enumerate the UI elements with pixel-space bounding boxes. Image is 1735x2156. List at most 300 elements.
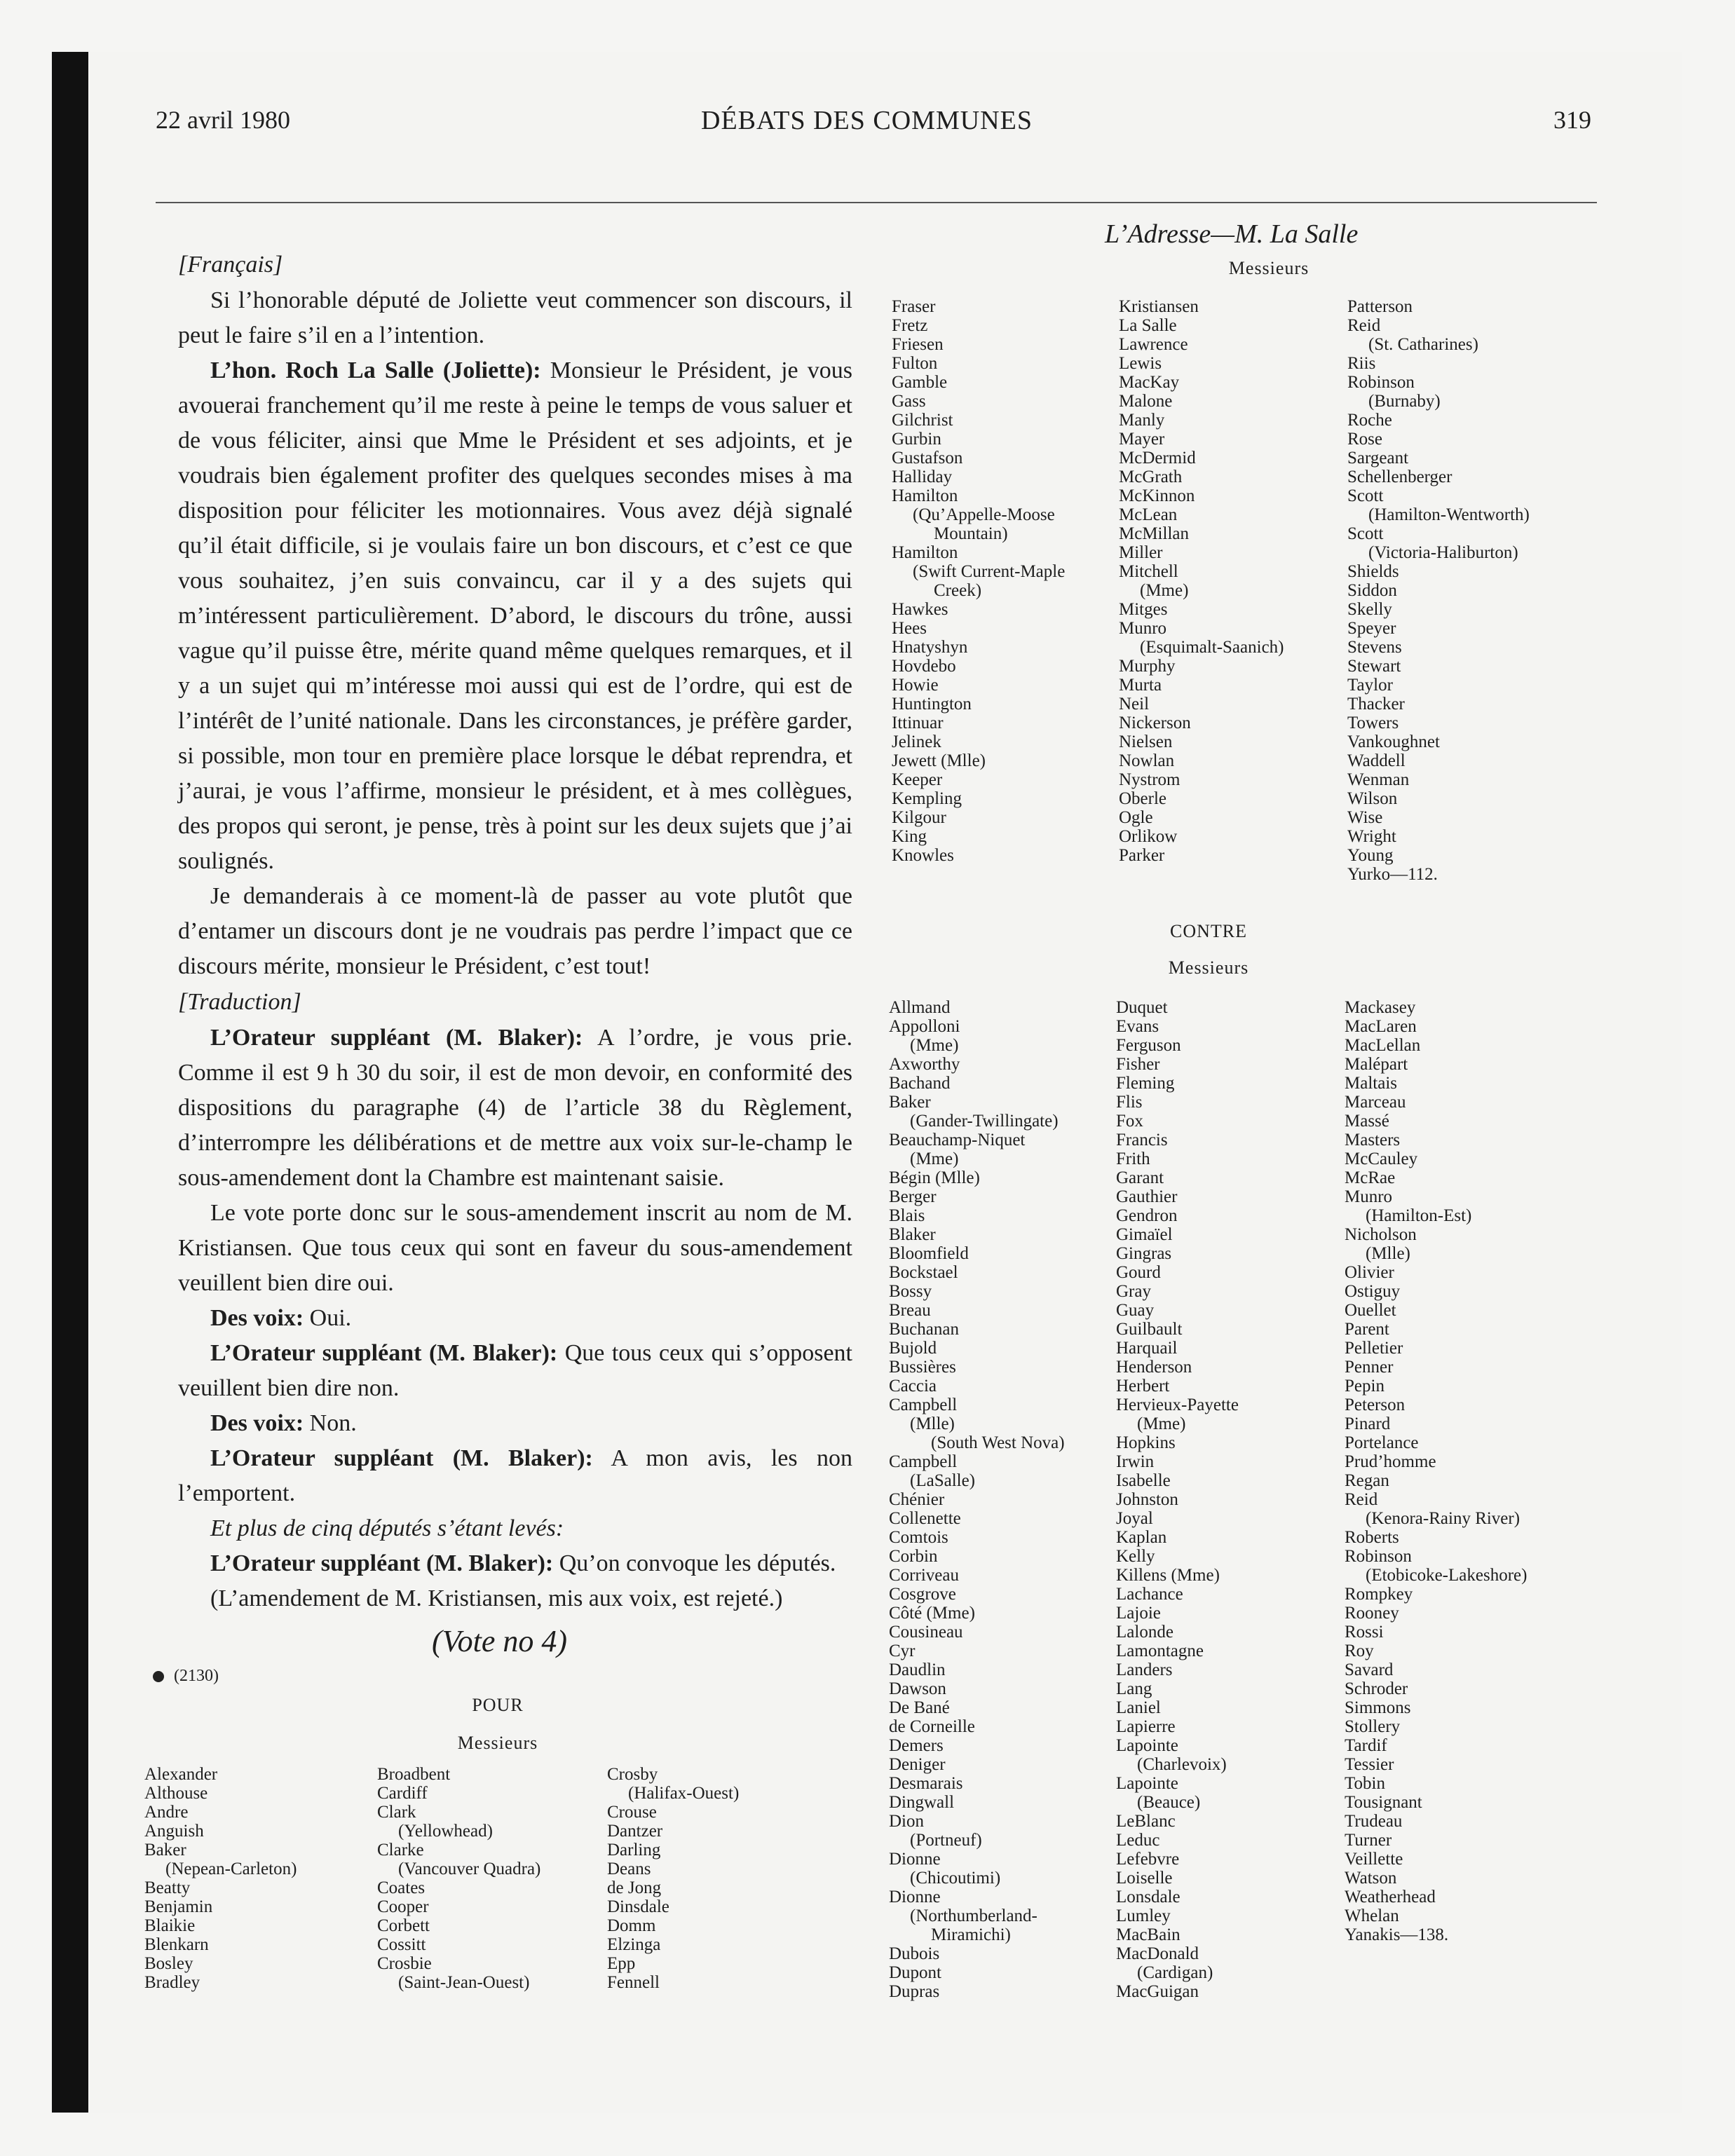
member-name: Kaplan bbox=[1116, 1528, 1167, 1547]
member-name: Dawson bbox=[889, 1679, 946, 1698]
contre-messieurs-label: Messieurs bbox=[1168, 957, 1249, 978]
pour-messieurs-label: Messieurs bbox=[457, 1733, 538, 1753]
member-name: Clark bbox=[377, 1803, 416, 1822]
member-name: Nystrom bbox=[1119, 770, 1181, 789]
member-name: Manly bbox=[1119, 411, 1165, 430]
member-name: Hnatyshyn bbox=[892, 638, 968, 657]
member-name: Rooney bbox=[1345, 1604, 1399, 1623]
member-name: Dantzer bbox=[607, 1822, 663, 1841]
member-name: Watson bbox=[1345, 1869, 1397, 1888]
paragraph-5: Le vote porte donc sur le sous-amendement inscrit au nom de M. Kristiansen. Que tous ceux qui sont en faveur du sous-amendement veuillent bien dire oui. bbox=[178, 1200, 852, 1296]
member-name: La Salle bbox=[1119, 316, 1177, 335]
member-name: Deans bbox=[607, 1860, 651, 1878]
member-name: Tobin bbox=[1345, 1774, 1385, 1793]
member-name: Neil bbox=[1119, 695, 1150, 714]
member-name: (Beauce) bbox=[1137, 1793, 1201, 1812]
member-name: Wilson bbox=[1347, 789, 1398, 808]
member-name: De Bané bbox=[889, 1698, 950, 1717]
member-name: Bachand bbox=[889, 1074, 951, 1093]
paragraph-7 bbox=[178, 1336, 852, 1406]
member-name: Axworthy bbox=[889, 1055, 960, 1074]
member-name: Nicholson bbox=[1345, 1225, 1417, 1244]
speaker-name: L’Orateur suppléant (M. Blaker): bbox=[210, 1025, 583, 1051]
member-name: Trudeau bbox=[1345, 1812, 1403, 1831]
member-name: Blaikie bbox=[144, 1916, 196, 1935]
member-name: Collenette bbox=[889, 1509, 961, 1528]
member-name: Gamble bbox=[892, 373, 948, 392]
header-date: 22 avril 1980 bbox=[156, 106, 290, 134]
member-name: Alexander bbox=[144, 1765, 218, 1784]
paragraph-4 bbox=[178, 1021, 852, 1196]
member-name: MacKay bbox=[1119, 373, 1180, 392]
speech-text: A mon avis, les non l’emportent. bbox=[178, 1445, 852, 1506]
pour-list-col-5 bbox=[1119, 297, 1284, 865]
member-name: (Mme) bbox=[910, 1036, 959, 1055]
contre-list-col-3 bbox=[1345, 998, 1527, 1944]
member-name: Cardiff bbox=[377, 1784, 428, 1803]
header-rule bbox=[156, 202, 1597, 203]
paragraph-9 bbox=[178, 1441, 852, 1511]
member-name: Stewart bbox=[1347, 657, 1401, 676]
paragraph-3: Je demanderais à ce moment-là de passer au vote plutôt que d’entamer un discours dont je ne voudrais pas perdre l’impact que ce discours mérite, monsieur le Président, c’est tout! bbox=[178, 883, 852, 979]
member-name: Murphy bbox=[1119, 657, 1176, 676]
member-name: Shields bbox=[1347, 562, 1399, 581]
member-name: Mayer bbox=[1119, 430, 1165, 449]
member-name: Schroder bbox=[1345, 1679, 1408, 1698]
paragraph-6 bbox=[178, 1301, 852, 1336]
member-name: Stevens bbox=[1347, 638, 1402, 657]
member-name: Hamilton bbox=[892, 486, 958, 505]
member-name: Nickerson bbox=[1119, 714, 1191, 732]
contre-list-col-1 bbox=[889, 998, 1065, 2001]
member-name: Buchanan bbox=[889, 1320, 959, 1339]
member-name: Marceau bbox=[1345, 1093, 1406, 1112]
member-name: Garant bbox=[1116, 1168, 1164, 1187]
member-name: (Mme) bbox=[910, 1149, 959, 1168]
member-name: Crouse bbox=[607, 1803, 657, 1822]
member-name: Johnston bbox=[1116, 1490, 1178, 1509]
member-name: Crosbie bbox=[377, 1954, 432, 1973]
member-name: Lang bbox=[1116, 1679, 1152, 1698]
member-name: Maltais bbox=[1345, 1074, 1397, 1093]
member-name: Dupont bbox=[889, 1963, 941, 1982]
member-name: Reid bbox=[1345, 1490, 1378, 1509]
member-name: Scott bbox=[1347, 524, 1384, 543]
member-name: Hawkes bbox=[892, 600, 948, 619]
member-name: Fisher bbox=[1116, 1055, 1160, 1074]
member-name: Crosby bbox=[607, 1765, 658, 1784]
member-name: Caccia bbox=[889, 1377, 937, 1396]
member-name: Simmons bbox=[1345, 1698, 1411, 1717]
member-name: Peterson bbox=[1345, 1396, 1406, 1414]
paragraph-2 bbox=[178, 353, 852, 879]
member-name: (Mme) bbox=[1140, 581, 1189, 600]
member-name: Blenkarn bbox=[144, 1935, 209, 1954]
speech-text: Oui. bbox=[304, 1305, 352, 1331]
member-name: Harquail bbox=[1116, 1339, 1178, 1358]
header-title: DÉBATS DES COMMUNES bbox=[701, 106, 1033, 135]
member-name: Kempling bbox=[892, 789, 962, 808]
member-name: Jelinek bbox=[892, 732, 941, 751]
member-name: Coates bbox=[377, 1878, 426, 1897]
member-name: Cossitt bbox=[377, 1935, 426, 1954]
member-name: Gendron bbox=[1116, 1206, 1178, 1225]
member-name: Anguish bbox=[144, 1822, 204, 1841]
member-name: Turner bbox=[1345, 1831, 1392, 1850]
member-name: Stollery bbox=[1345, 1717, 1401, 1736]
member-name: Corbett bbox=[377, 1916, 430, 1935]
member-name: Killens (Mme) bbox=[1116, 1566, 1220, 1585]
member-name: Friesen bbox=[892, 335, 944, 354]
member-name: Roberts bbox=[1345, 1528, 1399, 1547]
member-name: (Cardigan) bbox=[1137, 1963, 1213, 1982]
language-label-traduction: [Traduction] bbox=[178, 989, 301, 1015]
member-name: (Swift Current-Maple bbox=[913, 562, 1066, 581]
member-name: Mitchell bbox=[1119, 562, 1178, 581]
member-name: (Gander-Twillingate) bbox=[910, 1112, 1059, 1131]
member-name: (Hamilton-Wentworth) bbox=[1368, 505, 1530, 524]
pour-label: POUR bbox=[472, 1695, 524, 1715]
time-code: (2130) bbox=[174, 1667, 219, 1685]
language-label-francais: [Français] bbox=[178, 252, 283, 278]
member-name: Dionne bbox=[889, 1888, 941, 1906]
member-name: Parent bbox=[1345, 1320, 1389, 1339]
member-name: Lawrence bbox=[1119, 335, 1188, 354]
member-name: Robinson bbox=[1347, 373, 1415, 392]
member-name: Lumley bbox=[1116, 1906, 1171, 1925]
member-name: Fraser bbox=[892, 297, 936, 316]
member-name: (Saint-Jean-Ouest) bbox=[398, 1973, 530, 1992]
member-name: Bujold bbox=[889, 1339, 937, 1358]
member-name: Mackasey bbox=[1345, 998, 1416, 1017]
member-name: Lajoie bbox=[1116, 1604, 1161, 1623]
speaker-name: L’Orateur suppléant (M. Blaker): bbox=[210, 1445, 593, 1471]
member-name: (Burnaby) bbox=[1368, 392, 1441, 411]
member-name: Orlikow bbox=[1119, 827, 1178, 846]
member-name: Lapointe bbox=[1116, 1736, 1178, 1755]
member-name: Mountain) bbox=[934, 524, 1008, 543]
contre-label: CONTRE bbox=[1170, 921, 1247, 941]
member-name: Parker bbox=[1119, 846, 1165, 865]
member-name: Rossi bbox=[1345, 1623, 1384, 1642]
member-name: (Hamilton-Est) bbox=[1366, 1206, 1472, 1225]
member-name: Landers bbox=[1116, 1660, 1173, 1679]
member-name: McMillan bbox=[1119, 524, 1189, 543]
vote-title: (Vote no 4) bbox=[432, 1624, 568, 1658]
member-name: Beatty bbox=[144, 1878, 191, 1897]
member-name: (Qu’Appelle-Moose bbox=[913, 505, 1055, 524]
member-name: Loiselle bbox=[1116, 1869, 1173, 1888]
member-name: Weatherhead bbox=[1345, 1888, 1436, 1906]
member-name: Prud’homme bbox=[1345, 1452, 1436, 1471]
member-name: Gimaïel bbox=[1116, 1225, 1173, 1244]
speaker-name: Des voix: bbox=[210, 1410, 304, 1436]
member-name: Murta bbox=[1119, 676, 1162, 695]
member-name: Desmarais bbox=[889, 1774, 963, 1793]
pour-list-col-4 bbox=[892, 297, 1065, 865]
member-name: (Portneuf) bbox=[910, 1831, 982, 1850]
member-name: Lapierre bbox=[1116, 1717, 1176, 1736]
member-name: Miramichi) bbox=[931, 1925, 1011, 1944]
member-name: Reid bbox=[1347, 316, 1381, 335]
member-name: Comtois bbox=[889, 1528, 948, 1547]
member-name: (Victoria-Haliburton) bbox=[1368, 543, 1518, 562]
member-name: MacGuigan bbox=[1116, 1982, 1199, 2001]
member-name: Corbin bbox=[889, 1547, 938, 1566]
member-name: Nowlan bbox=[1119, 751, 1175, 770]
member-name: (Northumberland- bbox=[910, 1906, 1037, 1925]
member-name: Lalonde bbox=[1116, 1623, 1173, 1642]
member-name: Munro bbox=[1345, 1187, 1393, 1206]
member-name: Huntington bbox=[892, 695, 972, 714]
member-name: (South West Nova) bbox=[931, 1433, 1065, 1452]
member-name: Allmand bbox=[889, 998, 951, 1017]
member-name: Campbell bbox=[889, 1452, 958, 1471]
member-name: Tardif bbox=[1345, 1736, 1387, 1755]
member-name: Gauthier bbox=[1116, 1187, 1178, 1206]
paragraph-12: (L’amendement de M. Kristiansen, mis aux voix, est rejeté.) bbox=[210, 1585, 783, 1611]
member-name: Gilchrist bbox=[892, 411, 953, 430]
speaker-name: Des voix: bbox=[210, 1305, 304, 1331]
member-name: Knowles bbox=[892, 846, 954, 865]
member-name: Robinson bbox=[1345, 1547, 1412, 1566]
member-name: Breau bbox=[889, 1301, 931, 1320]
member-name: Malépart bbox=[1345, 1055, 1408, 1074]
member-name: Oberle bbox=[1119, 789, 1167, 808]
member-name: Flis bbox=[1116, 1093, 1143, 1112]
member-name: Sargeant bbox=[1347, 449, 1409, 468]
pour-list-col-1 bbox=[144, 1765, 297, 1992]
member-name: Hopkins bbox=[1116, 1433, 1176, 1452]
member-name: Appolloni bbox=[889, 1017, 960, 1036]
member-name: (St. Catharines) bbox=[1368, 335, 1478, 354]
member-name: Fleming bbox=[1116, 1074, 1175, 1093]
contre-list-col-2 bbox=[1116, 998, 1239, 2001]
member-name: Dionne bbox=[889, 1850, 941, 1869]
member-name: Dion bbox=[889, 1812, 924, 1831]
member-name: Beauchamp-Niquet bbox=[889, 1131, 1026, 1149]
member-name: (Yellowhead) bbox=[398, 1822, 493, 1841]
member-name: Lamontagne bbox=[1116, 1642, 1204, 1660]
member-name: Leduc bbox=[1116, 1831, 1160, 1850]
member-name: (Mlle) bbox=[1366, 1244, 1410, 1263]
member-name: de Corneille bbox=[889, 1717, 975, 1736]
speaker-name: L’hon. Roch La Salle (Joliette): bbox=[210, 357, 541, 383]
member-name: Kristiansen bbox=[1119, 297, 1199, 316]
member-name: Bussières bbox=[889, 1358, 956, 1377]
member-name: Fennell bbox=[607, 1973, 660, 1992]
member-name: Malone bbox=[1119, 392, 1173, 411]
member-name: Savard bbox=[1345, 1660, 1394, 1679]
member-name: Dinsdale bbox=[607, 1897, 669, 1916]
member-name: Munro bbox=[1119, 619, 1167, 638]
member-name: Hovdebo bbox=[892, 657, 956, 676]
member-name: Frith bbox=[1116, 1149, 1150, 1168]
member-name: Lefebvre bbox=[1116, 1850, 1180, 1869]
paragraph-1: Si l’honorable député de Joliette veut commencer son discours, il peut le faire s’il en a l’intention. bbox=[178, 287, 852, 348]
member-name: Blais bbox=[889, 1206, 925, 1225]
member-name: Lonsdale bbox=[1116, 1888, 1181, 1906]
member-name: (LaSalle) bbox=[910, 1471, 976, 1490]
member-name: King bbox=[892, 827, 927, 846]
member-name: Cyr bbox=[889, 1642, 916, 1660]
member-name: McCauley bbox=[1345, 1149, 1418, 1168]
member-name: Clarke bbox=[377, 1841, 424, 1860]
member-name: Taylor bbox=[1347, 676, 1393, 695]
member-name: Olivier bbox=[1345, 1263, 1394, 1282]
member-name: Scott bbox=[1347, 486, 1384, 505]
member-name: (Mme) bbox=[1137, 1414, 1186, 1433]
member-name: Hees bbox=[892, 619, 927, 638]
member-name: Gass bbox=[892, 392, 926, 411]
member-name: Yanakis—138. bbox=[1345, 1925, 1449, 1944]
member-name: Waddell bbox=[1347, 751, 1406, 770]
paragraph-10: Et plus de cinq députés s’étant levés: bbox=[210, 1515, 564, 1541]
member-name: Nielsen bbox=[1119, 732, 1173, 751]
pour-list-col-3 bbox=[607, 1765, 739, 1992]
member-name: Ostiguy bbox=[1345, 1282, 1401, 1301]
member-name: Henderson bbox=[1116, 1358, 1192, 1377]
member-name: Demers bbox=[889, 1736, 944, 1755]
right-running-title: L’Adresse—M. La Salle bbox=[1105, 219, 1359, 249]
member-name: (Kenora-Rainy River) bbox=[1366, 1509, 1520, 1528]
member-name: Domm bbox=[607, 1916, 656, 1935]
member-name: Skelly bbox=[1347, 600, 1392, 619]
member-name: MacLellan bbox=[1345, 1036, 1421, 1055]
member-name: MacBain bbox=[1116, 1925, 1181, 1944]
member-name: Yurko—112. bbox=[1347, 865, 1438, 884]
member-name: Herbert bbox=[1116, 1377, 1170, 1396]
member-name: Thacker bbox=[1347, 695, 1405, 714]
header-page-number: 319 bbox=[1553, 106, 1591, 134]
member-name: Kilgour bbox=[892, 808, 946, 827]
member-name: Campbell bbox=[889, 1396, 958, 1414]
member-name: (Etobicoke-Lakeshore) bbox=[1366, 1566, 1528, 1585]
member-name: Elzinga bbox=[607, 1935, 661, 1954]
speech-text: Non. bbox=[304, 1410, 357, 1436]
member-name: Kelly bbox=[1116, 1547, 1155, 1566]
member-name: McDermid bbox=[1119, 449, 1196, 468]
member-name: Wenman bbox=[1347, 770, 1410, 789]
member-name: Isabelle bbox=[1116, 1471, 1171, 1490]
member-name: (Esquimalt-Saanich) bbox=[1140, 638, 1284, 657]
member-name: Rompkey bbox=[1345, 1585, 1413, 1604]
member-name: Deniger bbox=[889, 1755, 946, 1774]
speech-text: A l’ordre, je vous prie. Comme il est 9 h 30 du soir, il est de mon devoir, en conformité des dispositions du paragraphe (4) de l’article 38 du Règlement, d’interrompre les délibérations et de mettre aux voix sur-le-champ le sous-amendement dont la Chambre est maintenant saisie. bbox=[178, 1025, 852, 1191]
member-name: de Jong bbox=[607, 1878, 662, 1897]
member-name: Pelletier bbox=[1345, 1339, 1403, 1358]
member-name: Siddon bbox=[1347, 581, 1397, 600]
member-name: Ferguson bbox=[1116, 1036, 1181, 1055]
member-name: Patterson bbox=[1347, 297, 1413, 316]
member-name: Dingwall bbox=[889, 1793, 955, 1812]
member-name: Côté (Mme) bbox=[889, 1604, 975, 1623]
member-name: Bosley bbox=[144, 1954, 193, 1973]
member-name: Daudlin bbox=[889, 1660, 946, 1679]
member-name: Fulton bbox=[892, 354, 938, 373]
member-name: McLean bbox=[1119, 505, 1178, 524]
member-name: Benjamin bbox=[144, 1897, 213, 1916]
running-header bbox=[0, 105, 1735, 150]
member-name: Miller bbox=[1119, 543, 1163, 562]
member-name: Halliday bbox=[892, 468, 953, 486]
speaker-name: L’Orateur suppléant (M. Blaker): bbox=[210, 1550, 554, 1576]
member-name: Cooper bbox=[377, 1897, 429, 1916]
member-name: Lewis bbox=[1119, 354, 1162, 373]
member-name: McKinnon bbox=[1119, 486, 1195, 505]
member-name: Althouse bbox=[144, 1784, 208, 1803]
member-name: Portelance bbox=[1345, 1433, 1419, 1452]
member-name: Joyal bbox=[1116, 1509, 1153, 1528]
member-name: Francis bbox=[1116, 1131, 1168, 1149]
speech-text: Qu’on convoque les députés. bbox=[553, 1550, 836, 1576]
member-name: Bégin (Mlle) bbox=[889, 1168, 980, 1187]
member-name: Evans bbox=[1116, 1017, 1159, 1036]
member-name: Cosgrove bbox=[889, 1585, 956, 1604]
paragraph-8 bbox=[178, 1406, 852, 1441]
member-name: Bloomfield bbox=[889, 1244, 969, 1263]
member-name: Penner bbox=[1345, 1358, 1394, 1377]
member-name: Baker bbox=[889, 1093, 931, 1112]
speech-text: Que tous ceux qui s’opposent veuillent bien dire non. bbox=[178, 1340, 852, 1401]
member-name: Corriveau bbox=[889, 1566, 959, 1585]
member-name: Broadbent bbox=[377, 1765, 451, 1784]
member-name: Pinard bbox=[1345, 1414, 1391, 1433]
paragraph-11 bbox=[178, 1546, 852, 1581]
member-name: Fox bbox=[1116, 1112, 1143, 1131]
member-name: Schellenberger bbox=[1347, 468, 1452, 486]
member-name: Cousineau bbox=[889, 1623, 963, 1642]
member-name: Laniel bbox=[1116, 1698, 1161, 1717]
member-name: Bossy bbox=[889, 1282, 932, 1301]
member-name: Blaker bbox=[889, 1225, 936, 1244]
time-marker bbox=[153, 1667, 219, 1686]
member-name: Andre bbox=[144, 1803, 189, 1822]
member-name: Rose bbox=[1347, 430, 1382, 449]
member-name: (Chicoutimi) bbox=[910, 1869, 1001, 1888]
member-name: Tousignant bbox=[1345, 1793, 1422, 1812]
member-name: Riis bbox=[1347, 354, 1376, 373]
member-name: Roche bbox=[1347, 411, 1392, 430]
member-name: (Nepean-Carleton) bbox=[165, 1860, 297, 1878]
member-name: Gourd bbox=[1116, 1263, 1161, 1282]
member-name: Gray bbox=[1116, 1282, 1151, 1301]
member-name: Hervieux-Payette bbox=[1116, 1396, 1239, 1414]
bullet-icon bbox=[153, 1671, 164, 1682]
scan-spine-edge bbox=[52, 52, 88, 2113]
member-name: (Vancouver Quadra) bbox=[398, 1860, 541, 1878]
member-name: Duquet bbox=[1116, 998, 1168, 1017]
member-name: MacDonald bbox=[1116, 1944, 1199, 1963]
member-name: (Mlle) bbox=[910, 1414, 955, 1433]
member-name: (Halifax-Ouest) bbox=[628, 1784, 740, 1803]
member-name: Jewett (Mlle) bbox=[892, 751, 986, 770]
member-name: Towers bbox=[1347, 714, 1399, 732]
member-name: McGrath bbox=[1119, 468, 1183, 486]
member-name: Howie bbox=[892, 676, 939, 695]
member-name: Speyer bbox=[1347, 619, 1396, 638]
member-name: Lachance bbox=[1116, 1585, 1183, 1604]
member-name: Roy bbox=[1345, 1642, 1374, 1660]
member-name: Massé bbox=[1345, 1112, 1389, 1131]
pour-list-col-2 bbox=[377, 1765, 540, 1992]
member-name: Ogle bbox=[1119, 808, 1153, 827]
member-name: Ittinuar bbox=[892, 714, 944, 732]
member-name: Baker bbox=[144, 1841, 186, 1860]
member-name: McRae bbox=[1345, 1168, 1396, 1187]
member-name: Mitges bbox=[1119, 600, 1168, 619]
member-name: Creek) bbox=[934, 581, 982, 600]
